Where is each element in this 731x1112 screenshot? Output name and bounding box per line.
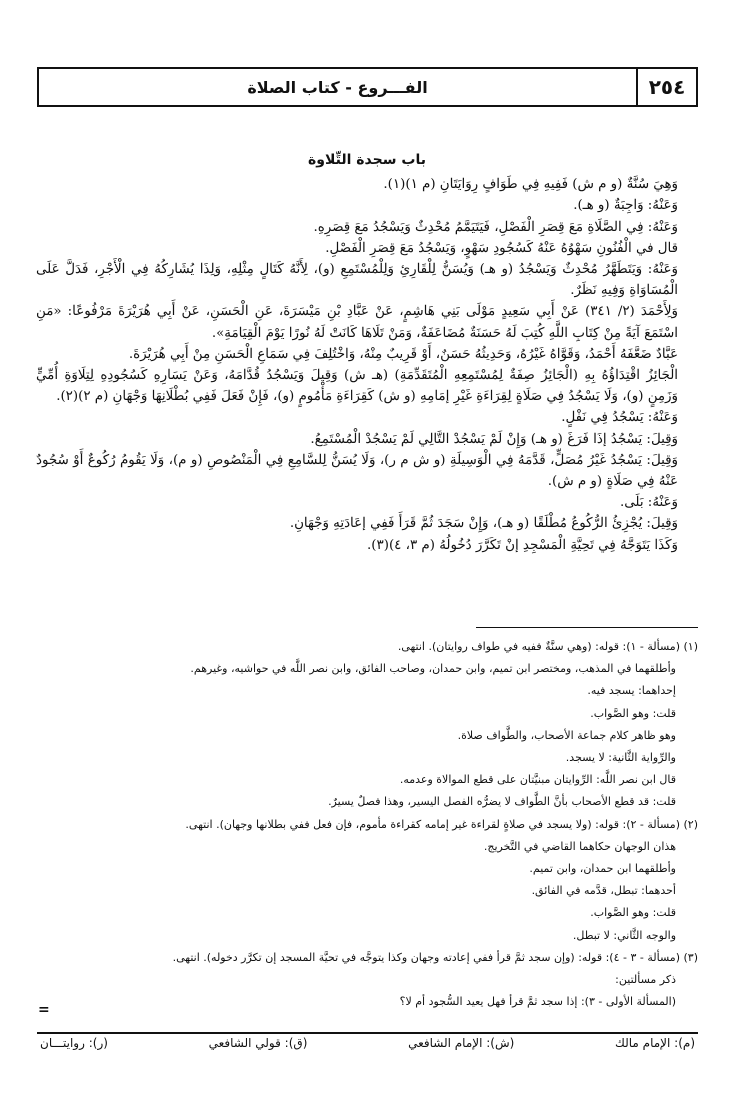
footnote-line: أحدهما: تبطل، قدَّمه في الفائق.: [531, 884, 676, 898]
main-paragraph: وَكَذَا يَتَوَجَّهُ فِي تَحِيَّةِ الْمَسْجِدِ إنْ تَكَرَّرَ دُخُولُهُ (م ٣، ٤)(٣).: [367, 537, 678, 553]
footnote-line: (٢) (مسألة - ٢): قوله: (ولا يسجد في صلاةٍ لقراءة غير إمامه كقراءة مأموم، فإن فعل ففي بطلانها وجهان). انتهى.: [185, 817, 698, 831]
footnote-line: إحداهما: يسجد فيه.: [587, 684, 676, 698]
main-paragraph: وَقِيلَ: يَسْجُدُ إذَا فَرَغَ (و هـ) وَإِنْ لَمْ يَسْجُدْ التَّالِي لَمْ يَسْجُدْ الْمُسْتَمِعُ.: [310, 431, 678, 447]
footer-rule: [37, 1032, 698, 1034]
main-paragraph: وَعَنْهُ: فِي الصَّلَاةِ مَعَ قِصَرِ الْفَصْلِ، فَيَتَيَمَّمُ مُحْدِثٌ وَيَسْجُدُ مَعَ قِصَرِهِ.: [313, 219, 678, 235]
footnotes: [36, 636, 698, 1013]
footnote-line: قلت: وهو الصَّواب.: [590, 706, 676, 720]
main-paragraph: الْجَائِزُ اقْتِدَاؤُهُ بِهِ (الْجَائِزُ صِفَةٌ لِمُسْتَمِعِهِ الْمُتَقَدِّمَةِ) (هـ ش) وَقِيلَ وَيَسْجُدُ قُدَّامَهُ، وَعَنْ يَسَارِهِ كَسُجُودِهِ لِتِلَاوَةِ أُمِّيٍّ وَزَمِنٍ (و)، وَلَا يَسْجُدُ فِي صَلَاةٍ لِقِرَاءَةِ غَيْرِ إمَامِهِ (و ش) كَقِرَاءَةِ مَأْمُومٍ (و)، فَإِنْ فَعَلَ فَفِي بُطْلَانِهَا وَجْهَانِ (م ٢)(٢).: [36, 368, 678, 405]
running-title: الفـــروع - كتاب الصلاة: [247, 77, 428, 97]
footnote-line: قلت: قد قطع الأصحاب بأنَّ الطَّواف لا يضرُّه الفصل اليسير، وهذا فصلٌ يسيرٌ.: [328, 795, 676, 809]
footnote-line: وهو ظاهر كلام جماعة الأصحاب، والطَّواف صلاة.: [457, 728, 676, 742]
chapter-title: باب سجدة التِّلاوة: [308, 152, 426, 168]
page-header: [37, 67, 698, 107]
main-paragraph: قال في الْفُنُونِ سَهْوُهُ عَنْهُ كَسُجُودِ سَهْوٍ، وَيَسْجُدُ مَعَ قِصَرِ الْفَصْلِ.: [325, 240, 678, 256]
main-paragraph: وَعَنْهُ: وَيَتَطَهَّرُ مُحْدِثٌ وَيَسْجُدُ (و هـ) وَيُسَنُّ لِلْقَارِئِ وَلِلْمُسْتَمِعِ (و)، لِأَنَّهُ كَتَالٍ مِثْلِهِ، وَلِذَا يُشَارِكُهُ فِي الْأَجْرِ، فَدَلَّ عَلَى الْمُسَاوَاةِ وَفِيهِ نَظَرٌ.: [36, 262, 678, 299]
footnote-line: ذكر مسألتين:: [615, 973, 676, 987]
main-paragraph: وَهِيَ سُنَّةٌ (و م ش) فَفِيهِ فِي طَوَافٍ رِوَايَتَانِ (م ١)(١).: [383, 177, 678, 193]
footnote-line: قال ابن نصر اللَّه: الرِّوايتان مبنيَّتان على قطع الموالاة وعدمه.: [399, 773, 676, 787]
main-paragraph: عَبَّادٌ ضَعَّفَهُ أَحْمَدُ، وَقَوَّاهُ غَيْرُهُ، وَحَدِيثُهُ حَسَنٌ، أَوْ قَرِيبٌ مِنْهُ، وَاخْتُلِفَ فِي سَمَاعِ الْحَسَنِ مِنْ أَبِي هُرَيْرَةَ.: [128, 346, 678, 362]
side-mark: =: [38, 1002, 50, 1018]
page-number: ٢٥٤: [636, 69, 696, 105]
footnote-line: قلت: وهو الصَّواب.: [590, 906, 676, 920]
footnote-line: وأطلقهما ابن حمدان، وابن تميم.: [529, 862, 676, 876]
main-paragraph: وَلِأَحْمَدَ (٢/ ٣٤١) عَنْ أَبِي سَعِيدٍ مَوْلَى بَنِي هَاشِمٍ، عَنْ عَبَّادِ بْنِ مَيْسَرَةَ، عَنِ الْحَسَنِ، عَنْ أَبِي هُرَيْرَةَ مَرْفُوعًا: «مَنِ اسْتَمَعَ آيَةً مِنْ كِتَابِ اللَّهِ كُتِبَ لَهُ حَسَنَةٌ مُضَاعَفَةٌ، وَمَنْ تَلَاهَا كَانَتْ لَهُ نُورًا يَوْمَ الْقِيَامَةِ».: [36, 304, 678, 341]
legend-shafii-qawl: (ق): قولي الشافعي: [208, 1036, 308, 1050]
legend-malik: (م): الإمام مالك: [614, 1036, 695, 1050]
main-paragraph: وَعَنْهُ: يَسْجُدُ فِي نَفْلٍ.: [561, 410, 678, 426]
main-paragraph: وَقِيلَ: يُجْزِئُ الرُّكُوعُ مُطْلَقًا (و هـ)، وَإِنْ سَجَدَ ثُمَّ قَرَأَ فَفِي إعَادَتِهِ وَجْهَانِ.: [289, 516, 678, 532]
main-paragraphs: [36, 174, 698, 556]
footnote-separator: [476, 627, 698, 628]
footnote-line: (٣) (مسألة - ٣ - ٤): قوله: (وإن سجد ثمَّ قرأ ففي إعادته وجهان وكذا يتوجَّه في تحيَّة المسجد إن تكرَّر دخوله). انتهى.: [172, 950, 698, 964]
footnote-line: (١) (مسألة - ١): قوله: (وهي سنَّةٌ ففيه في طواف روايتان). انتهى.: [397, 640, 698, 653]
footnote-line: (المسألة الأولى - ٣): إذا سجد ثمَّ قرأ فهل يعيد السُّجود أم لا؟: [399, 995, 676, 1009]
main-text: [36, 150, 698, 556]
legend-riwayatan: (ر): روايتـــان: [40, 1036, 108, 1050]
footnote-line: هذان الوجهان حكاهما القاضي في التَّخريج.: [483, 839, 676, 853]
legend-shafii: (ش): الإمام الشافعي: [408, 1036, 515, 1050]
main-paragraph: وَقِيلَ: يَسْجُدُ غَيْرُ مُصَلٍّ، قَدَّمَهُ فِي الْوَسِيلَةِ (و ش م ر)، وَلَا يُسَنُّ لِلسَّامِعِ فِي الْمَنْصُوصِ (و م)، وَلَا يَقُومُ رُكُوعٌ أَوْ سُجُودٌ عَنْهُ فِي صَلَاةٍ (و م ش).: [36, 452, 678, 490]
footnote-line: والرِّواية الثَّانية: لا يسجد.: [565, 751, 676, 765]
footnote-line: والوجه الثَّاني: لا تبطل.: [572, 928, 676, 942]
main-paragraph: وَعَنْهُ: بَلَى.: [619, 495, 678, 511]
footnote-line: وأطلقهما في المذهب، ومختصر ابن تميم، وابن حمدان، وصاحب الفائق، وابن نصر اللَّه في حواشيه، وغيرهم.: [190, 662, 676, 676]
main-paragraph: وَعَنْهُ: وَاجِبَةٌ (و هـ).: [573, 198, 678, 214]
footer-legend: [40, 1036, 695, 1050]
